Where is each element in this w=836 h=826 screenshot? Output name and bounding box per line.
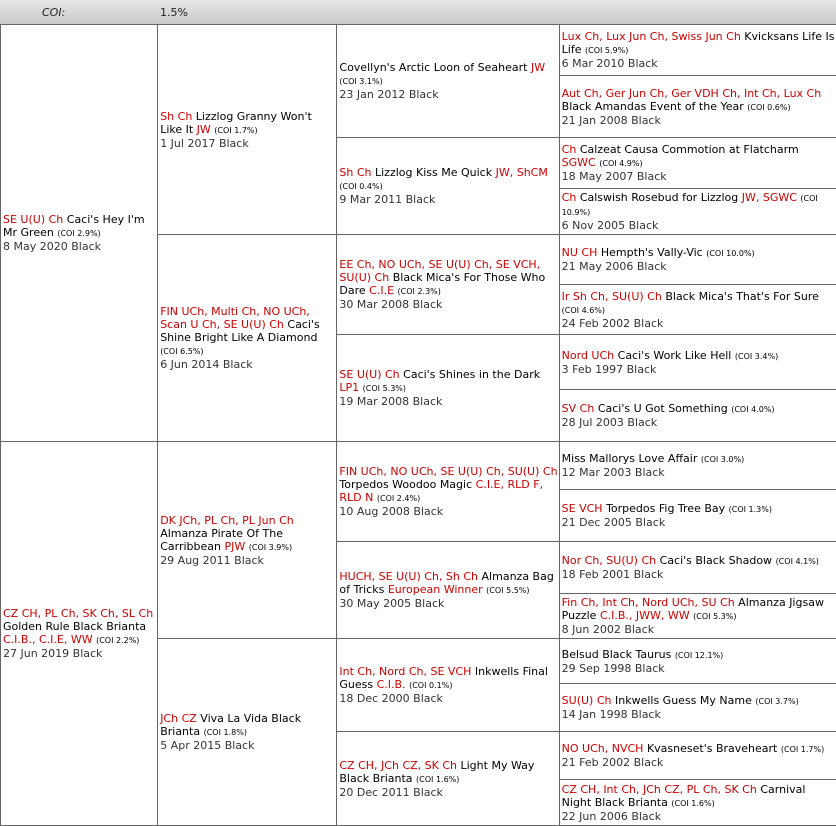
dog-coi: (COI 5.3%) [362, 384, 407, 393]
dog-birthdate-color: 6 Mar 2010 Black [561, 57, 658, 70]
dog-cell[interactable] [559, 76, 836, 138]
dog-suffix-titles: JW, SGWC [741, 191, 797, 204]
dog-cell[interactable] [559, 780, 836, 826]
dog-birthdate-color: 20 Dec 2011 Black [339, 785, 443, 799]
dog-suffix-titles: JW, ShCM [495, 166, 548, 179]
dog-suffix-titles: SGWC [561, 156, 596, 169]
dog-cell[interactable] [337, 138, 559, 235]
dog-coi: (COI 4.0%) [731, 405, 775, 414]
coi-label: COI: [42, 6, 66, 19]
dog-suffix-titles: C.I.B. [376, 678, 406, 691]
dog-titles: NU CH [561, 246, 598, 259]
dog-cell[interactable] [337, 639, 559, 732]
dog-birthdate-color: 21 Jan 2008 Black [561, 113, 661, 127]
dog-name[interactable]: Miss Mallorys Love Affair [561, 452, 698, 465]
dog-name[interactable]: Lizzlog Kiss Me Quick [375, 166, 493, 179]
dog-birthdate-color: 30 Mar 2008 Black [339, 298, 443, 311]
dog-name[interactable]: Torpedos Woodoo Magic [339, 478, 473, 491]
dog-titles: NO UCh, NVCH [561, 742, 644, 755]
dog-coi: (COI 1.7%) [214, 125, 258, 135]
dog-suffix-titles: LP1 [339, 381, 360, 394]
dog-coi: (COI 12.1%) [674, 650, 724, 660]
dog-suffix-titles: C.I.B., C.I.E, WW [3, 633, 93, 646]
dog-coi: (COI 2.9%) [57, 229, 101, 238]
dog-name[interactable]: Covellyn's Arctic Loon of Seaheart [339, 61, 528, 74]
dog-birthdate-color: 1 Jul 2017 Black [160, 136, 249, 150]
dog-name[interactable]: Torpedos Fig Tree Bay [606, 502, 726, 515]
dog-name[interactable]: Inkwells Guess My Name [614, 694, 752, 707]
dog-cell[interactable] [559, 542, 836, 594]
dog-coi: (COI 3.7%) [755, 697, 799, 706]
dog-coi: (COI 10.0%) [706, 249, 755, 258]
dog-cell[interactable] [559, 235, 836, 285]
dog-coi: (COI 0.1%) [409, 681, 453, 690]
dog-coi: (COI 4.9%) [599, 159, 643, 168]
dog-titles: FIN UCh, NO UCh, SE U(U) Ch, SU(U) Ch [339, 465, 558, 478]
dog-name[interactable]: Almanza Jigsaw Puzzle [561, 596, 824, 622]
dog-birthdate-color: 23 Jan 2012 Black [339, 88, 439, 101]
dog-cell[interactable] [158, 442, 337, 639]
dog-name[interactable]: Caci's Hey I'm Mr Green [3, 213, 145, 239]
dog-coi: (COI 2.2%) [96, 636, 140, 645]
dog-name[interactable]: Golden Rule Black Brianta [3, 620, 147, 633]
dog-birthdate-color: 21 Feb 2002 Black [561, 756, 664, 769]
dog-name[interactable]: Kvasneset's Braveheart [646, 742, 778, 755]
dog-coi: (COI 1.8%) [203, 728, 247, 737]
dog-birthdate-color: 12 Mar 2003 Black [561, 466, 665, 479]
dog-birthdate-color: 18 Dec 2000 Black [339, 692, 443, 705]
dog-coi: (COI 3.9%) [248, 542, 293, 552]
dog-titles: SU(U) Ch [561, 694, 612, 707]
dog-titles: CZ CH, Int Ch, JCh CZ, PL Ch, SK Ch [561, 782, 757, 796]
dog-name[interactable]: Belsud Black Taurus [561, 647, 672, 661]
dog-birthdate-color: 21 May 2006 Black [561, 260, 667, 273]
dog-birthdate-color: 9 Mar 2011 Black [339, 193, 436, 206]
dog-cell[interactable] [559, 684, 836, 732]
dog-birthdate-color: 21 Dec 2005 Black [561, 516, 666, 529]
dog-name[interactable]: Black Amandas Event of the Year [561, 99, 744, 113]
dog-titles: Nor Ch, SU(U) Ch [561, 554, 657, 567]
dog-name[interactable]: Black Mica's That's For Sure [665, 289, 819, 303]
dog-coi: (COI 5.3%) [693, 612, 737, 621]
dog-name[interactable]: Light My Way Black Brianta [339, 758, 535, 785]
dog-name[interactable]: Caci's Shines in the Dark [403, 368, 541, 381]
dog-cell[interactable] [559, 490, 836, 542]
dog-coi: (COI 6.5%) [160, 347, 204, 356]
dog-coi: (COI 3.0%) [700, 455, 745, 464]
dog-cell[interactable] [337, 442, 559, 542]
dog-birthdate-color: 30 May 2005 Black [339, 597, 445, 610]
dog-cell[interactable] [337, 335, 559, 442]
dog-suffix-titles: JW [196, 122, 211, 136]
dog-suffix-titles: PJW [224, 539, 246, 553]
dog-coi: (COI 4.1%) [775, 557, 819, 566]
dog-birthdate-color: 29 Sep 1998 Black [561, 661, 665, 675]
dog-titles: JCh CZ [160, 712, 197, 725]
dog-titles: SV Ch [561, 402, 595, 415]
coi-value: 1.5% [160, 6, 188, 19]
dog-birthdate-color: 14 Jan 1998 Black [561, 708, 661, 721]
dog-cell[interactable] [1, 442, 158, 826]
dog-name[interactable]: Carnival Night Black Brianta [561, 782, 806, 809]
dog-birthdate-color: 6 Nov 2005 Black [561, 219, 659, 232]
dog-birthdate-color: 27 Jun 2019 Black [3, 647, 103, 660]
dog-cell[interactable] [559, 442, 836, 490]
dog-cell[interactable] [559, 390, 836, 442]
dog-birthdate-color: 3 Feb 1997 Black [561, 362, 657, 376]
dog-name[interactable]: Lizzlog Granny Won't Like It [160, 109, 312, 136]
dog-cell[interactable] [337, 542, 559, 639]
dog-titles: Ir Sh Ch, SU(U) Ch [561, 289, 662, 303]
dog-suffix-titles: European Winner [387, 583, 483, 596]
dog-coi: (COI 3.1%) [339, 77, 383, 86]
dog-name[interactable]: Kvicksans Life Is Life [561, 30, 835, 56]
pedigree-table [0, 24, 836, 826]
dog-name[interactable]: Calzeat Causa Commotion at Flatcharm [579, 143, 799, 156]
dog-cell[interactable] [1, 25, 158, 442]
dog-coi: (COI 1.7%) [780, 745, 825, 754]
dog-coi: (COI 2.3%) [397, 287, 441, 296]
dog-cell[interactable] [158, 25, 337, 235]
dog-titles: DK JCh, PL Ch, PL Jun Ch [160, 513, 294, 527]
dog-cell[interactable] [559, 594, 836, 639]
dog-name[interactable]: Almanza Bag of Tricks [339, 570, 554, 596]
dog-birthdate-color: 18 Feb 2001 Black [561, 568, 664, 581]
dog-cell[interactable] [337, 25, 559, 138]
dog-suffix-titles: C.I.E, RLD F, RLD N [339, 478, 544, 504]
dog-cell[interactable] [158, 639, 337, 826]
dog-titles: Ch [561, 191, 577, 204]
dog-name[interactable]: Inkwells Final Guess [339, 665, 548, 691]
dog-titles: HUCH, SE U(U) Ch, Sh Ch [339, 570, 479, 583]
dog-titles: Lux Ch, Lux Jun Ch, Swiss Jun Ch [561, 30, 741, 43]
dog-titles: CZ CH, JCh CZ, SK Ch [339, 758, 457, 772]
dog-cell[interactable] [559, 138, 836, 189]
dog-name[interactable]: Calswish Rosebud for Lizzlog [579, 191, 739, 204]
dog-titles: Aut Ch, Ger Jun Ch, Ger VDH Ch, Int Ch, Lux Ch [561, 86, 822, 100]
dog-cell[interactable] [559, 25, 836, 76]
dog-name[interactable]: Caci's Work Like Hell [617, 348, 732, 362]
dog-titles: SE U(U) Ch [339, 368, 400, 381]
dog-birthdate-color: 10 Aug 2008 Black [339, 505, 444, 518]
coi-header-bar [0, 0, 836, 25]
dog-titles: SE U(U) Ch [3, 213, 64, 226]
dog-coi: (COI 5.5%) [486, 586, 530, 595]
dog-coi: (COI 1.3%) [728, 505, 772, 514]
dog-cell[interactable] [559, 335, 836, 390]
dog-name[interactable]: Black Mica's For Those Who Dare [339, 271, 546, 297]
dog-name[interactable]: Caci's U Got Something [597, 402, 728, 415]
dog-birthdate-color: 24 Feb 2002 Black [561, 316, 664, 330]
dog-suffix-titles: C.I.B., JWW, WW [599, 609, 690, 622]
dog-coi: (COI 3.4%) [734, 351, 779, 361]
dog-cell[interactable] [559, 732, 836, 780]
dog-titles: FIN UCh, Multi Ch, NO UCh, Scan U Ch, SE U(U) Ch [160, 305, 310, 331]
dog-titles: SE VCH [561, 502, 603, 515]
dog-titles: Sh Ch [339, 166, 372, 179]
dog-name[interactable]: Hempth's Vally-Vic [600, 246, 703, 259]
dog-cell[interactable] [337, 732, 559, 826]
dog-titles: EE Ch, NO UCh, SE U(U) Ch, SE VCH, SU(U) Ch [339, 258, 541, 284]
dog-coi: (COI 1.6%) [671, 798, 715, 808]
dog-coi: (COI 5.9%) [584, 46, 629, 55]
dog-birthdate-color: 8 May 2020 Black [3, 240, 101, 253]
dog-coi: (COI 4.6%) [561, 305, 606, 315]
dog-name[interactable]: Viva La Vida Black Brianta [160, 712, 302, 738]
dog-suffix-titles: C.I.E [369, 284, 395, 297]
dog-birthdate-color: 18 May 2007 Black [561, 170, 667, 183]
dog-titles: Fin Ch, Int Ch, Nord UCh, SU Ch [561, 596, 735, 609]
dog-coi: (COI 0.4%) [339, 182, 383, 191]
dog-titles: Int Ch, Nord Ch, SE VCH [339, 665, 472, 678]
dog-titles: CZ CH, PL Ch, SK Ch, SL Ch [3, 607, 154, 620]
dog-birthdate-color: 22 Jun 2006 Black [561, 809, 662, 823]
dog-cell[interactable] [337, 235, 559, 335]
dog-cell[interactable] [559, 285, 836, 335]
dog-titles: Sh Ch [160, 109, 193, 123]
dog-cell[interactable] [559, 189, 836, 235]
dog-name[interactable]: Caci's Shine Bright Like A Diamond [160, 318, 320, 344]
dog-coi: (COI 2.4%) [376, 494, 421, 503]
dog-birthdate-color: 6 Jun 2014 Black [160, 358, 253, 371]
dog-name[interactable]: Almanza Pirate Of The Carribbean [160, 526, 283, 553]
dog-birthdate-color: 5 Apr 2015 Black [160, 739, 255, 752]
dog-birthdate-color: 8 Jun 2002 Black [561, 623, 655, 636]
dog-cell[interactable] [559, 639, 836, 684]
dog-suffix-titles: JW [530, 61, 546, 74]
dog-cell[interactable] [158, 235, 337, 442]
dog-birthdate-color: 28 Jul 2003 Black [561, 416, 658, 429]
dog-birthdate-color: 19 Mar 2008 Black [339, 395, 443, 408]
dog-coi: (COI 0.6%) [747, 102, 791, 112]
dog-coi: (COI 1.6%) [416, 774, 460, 784]
dog-birthdate-color: 29 Aug 2011 Black [160, 553, 264, 567]
dog-name[interactable]: Caci's Black Shadow [659, 554, 773, 567]
dog-titles: Nord UCh [561, 348, 615, 362]
dog-coi: (COI 10.9%) [561, 194, 818, 217]
dog-titles: Ch [561, 143, 577, 156]
